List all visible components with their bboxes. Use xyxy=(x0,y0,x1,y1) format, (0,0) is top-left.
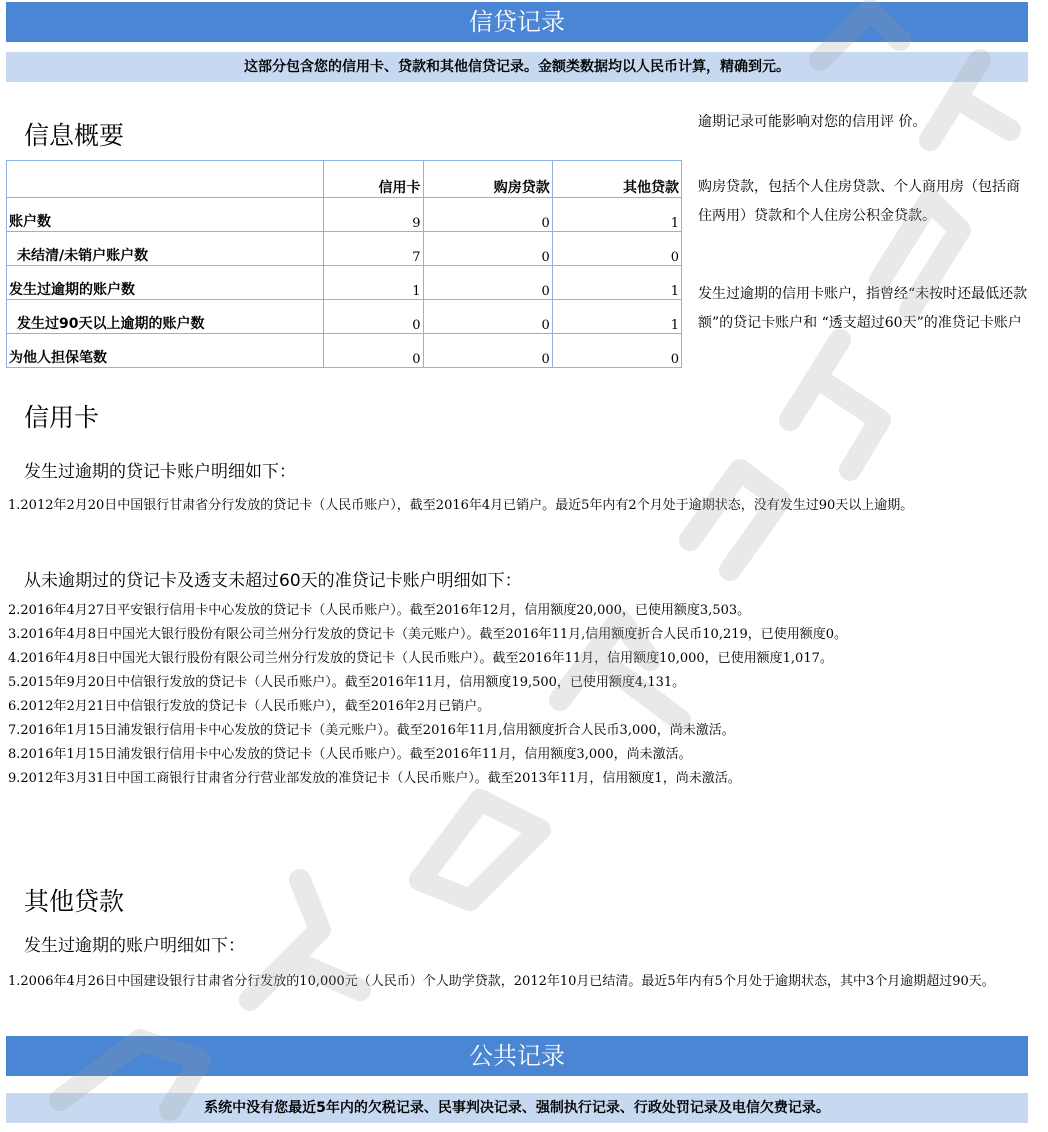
normal-card-list xyxy=(8,599,1028,791)
table-cell: 0 xyxy=(423,266,552,300)
table-cell: 1 xyxy=(552,300,681,334)
table-row xyxy=(7,232,682,266)
table-row xyxy=(7,266,682,300)
table-corner-cell xyxy=(7,161,324,198)
overview-table xyxy=(6,160,682,368)
normal-card-heading: 从未逾期过的贷记卡及透支未超过60天的准贷记卡账户明细如下： xyxy=(24,571,522,591)
table-cell: 9 xyxy=(324,198,424,232)
row-label: 发生过逾期的账户数 xyxy=(7,266,324,300)
row-label: 未结清/未销户账户数 xyxy=(7,232,324,266)
overdue-loan-heading: 发生过逾期的账户明细如下： xyxy=(24,936,245,956)
overview-title: 信息概要 xyxy=(24,121,125,150)
table-cell: 7 xyxy=(324,232,424,266)
list-item: 6.2012年2月21日中信银行发放的贷记卡（人民币账户），截至2016年2月已销户。 xyxy=(8,699,491,714)
table-cell: 0 xyxy=(552,232,681,266)
other-loans-title: 其他贷款 xyxy=(24,887,125,916)
credit-card-title: 信用卡 xyxy=(24,403,100,432)
list-item: 7.2016年1月15日浦发银行信用卡中心发放的贷记卡（美元账户）。截至2016年11月,信用额度折合人民币3,000，尚未激活。 xyxy=(8,723,735,738)
public-record-subtitle: 系统中没有您最近5年内的欠税记录、民事判决记录、强制执行记录、行政处罚记录及电信欠费记录。 xyxy=(6,1093,1028,1123)
table-cell: 0 xyxy=(423,232,552,266)
overdue-card-list xyxy=(8,494,1028,518)
column-header: 其他贷款 xyxy=(552,161,681,198)
table-cell: 0 xyxy=(423,334,552,368)
credit-record-banner: 信贷记录 xyxy=(6,2,1028,42)
table-row xyxy=(7,334,682,368)
table-cell: 0 xyxy=(324,300,424,334)
column-header: 信用卡 xyxy=(324,161,424,198)
overdue-loan-list xyxy=(8,970,1028,994)
table-cell: 0 xyxy=(423,198,552,232)
list-item: 9.2012年3月31日中国工商银行甘肃省分行营业部发放的准贷记卡（人民币账户）。截至2013年11月，信用额度1，尚未激活。 xyxy=(8,771,741,786)
credit-record-subtitle: 这部分包含您的信用卡、贷款和其他信贷记录。金额类数据均以人民币计算，精确到元。 xyxy=(6,52,1028,82)
table-cell: 0 xyxy=(552,334,681,368)
row-label: 发生过90天以上逾期的账户数 xyxy=(7,300,324,334)
column-header: 购房贷款 xyxy=(423,161,552,198)
table-cell: 0 xyxy=(423,300,552,334)
table-cell: 0 xyxy=(324,334,424,368)
list-item: 5.2015年9月20日中信银行发放的贷记卡（人民币账户）。截至2016年11月，信用额度19,500，已使用额度4,131。 xyxy=(8,675,686,690)
row-label: 账户数 xyxy=(7,198,324,232)
table-header-row xyxy=(7,161,682,198)
overview-note-3: 发生过逾期的信用卡账户，指曾经“未按时还最低还款额”的贷记卡账户和 “透支超过60天”的准贷记卡账户 xyxy=(698,286,1028,331)
table-row xyxy=(7,198,682,232)
overdue-card-heading: 发生过逾期的贷记卡账户明细如下： xyxy=(24,462,296,482)
list-item: 1.2006年4月26日中国建设银行甘肃省分行发放的10,000元（人民币）个人助学贷款，2012年10月已结清。最近5年内有5个月处于逾期状态，其中3个月逾期超过90天。 xyxy=(8,974,995,989)
table-cell: 1 xyxy=(552,266,681,300)
public-record-banner: 公共记录 xyxy=(6,1036,1028,1076)
table-cell: 1 xyxy=(552,198,681,232)
list-item: 2.2016年4月27日平安银行信用卡中心发放的贷记卡（人民币账户）。截至2016年12月，信用额度20,000，已使用额度3,503。 xyxy=(8,603,751,618)
list-item: 4.2016年4月8日中国光大银行股份有限公司兰州分行发放的贷记卡（人民币账户）。截至2016年11月，信用额度10,000，已使用额度1,017。 xyxy=(8,651,833,666)
table-row xyxy=(7,300,682,334)
row-label: 为他人担保笔数 xyxy=(7,334,324,368)
list-item: 8.2016年1月15日浦发银行信用卡中心发放的贷记卡（人民币账户）。截至2016年11月，信用额度3,000，尚未激活。 xyxy=(8,747,692,762)
overview-note-2: 购房贷款，包括个人住房贷款、个人商用房（包括商住两用）贷款和个人住房公积金贷款。 xyxy=(698,179,1020,224)
table-cell: 1 xyxy=(324,266,424,300)
list-item: 1.2012年2月20日中国银行甘肃省分行发放的贷记卡（人民币账户），截至2016年4月已销户。最近5年内有2个月处于逾期状态，没有发生过90天以上逾期。 xyxy=(8,498,914,513)
overview-note-1: 逾期记录可能影响对您的信用评 价。 xyxy=(698,114,927,130)
list-item: 3.2016年4月8日中国光大银行股份有限公司兰州分行发放的贷记卡（美元账户）。截至2016年11月,信用额度折合人民币10,219，已使用额度0。 xyxy=(8,627,848,642)
